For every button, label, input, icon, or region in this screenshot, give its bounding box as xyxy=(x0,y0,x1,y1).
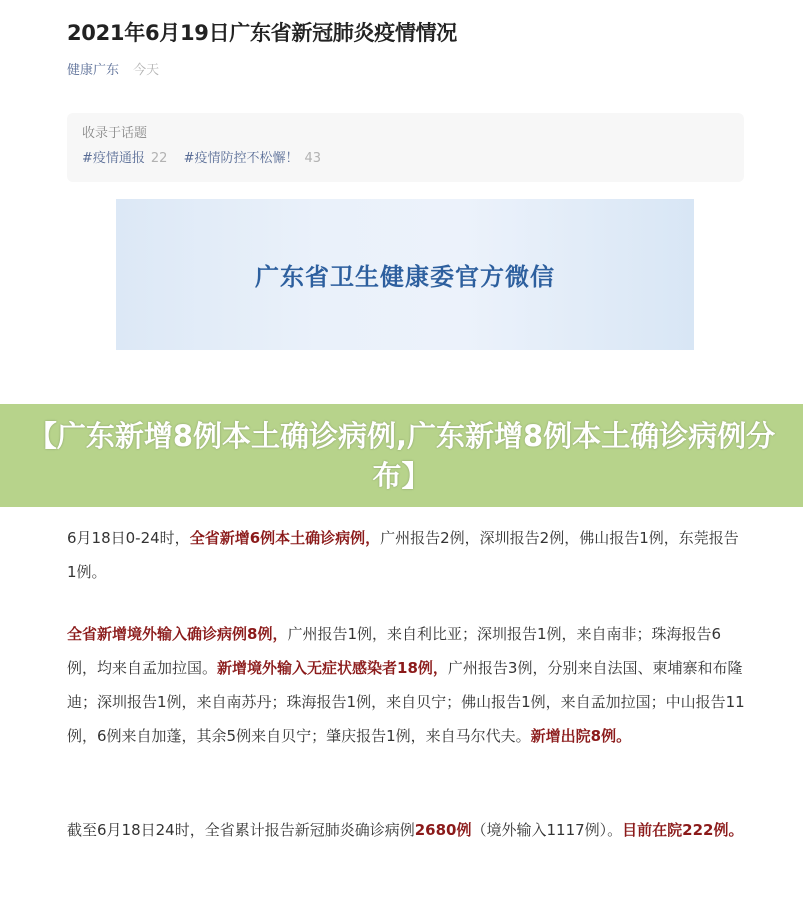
topic-tag-epidemic-report[interactable] xyxy=(82,151,167,166)
topic-tag-count: 43 xyxy=(304,151,322,166)
topic-card xyxy=(67,113,744,182)
headline-band xyxy=(0,404,803,507)
official-account-banner xyxy=(116,199,694,350)
author-link[interactable]: 健康广东 xyxy=(67,63,120,78)
topic-tag-prevention[interactable] xyxy=(184,151,321,166)
topic-label: 收录于话题 xyxy=(82,126,148,141)
publish-time: 今天 xyxy=(133,63,160,78)
topic-tag-count: 22 xyxy=(150,151,168,166)
p3-text: 截至6月18日24时，全省累计报告新冠肺炎确诊病例 xyxy=(67,821,415,839)
topic-tags xyxy=(82,149,729,169)
p2-text: 广州报告3例，分别来自法国、柬埔寨和布隆迪；深圳报告1例，来自南苏丹；珠海报告1例，来自贝宁；佛山报告1例，来自孟加拉国；中山报告11例，6例来自加蓬，其余5例来自贝宁；肇庆报告1例，来自马尔代夫。 xyxy=(67,659,745,745)
p1-text: 6月18日0-24时， xyxy=(67,529,190,547)
paragraph-local-cases xyxy=(67,521,747,589)
topic-tag-name: #疫情防控不松懈！ xyxy=(183,151,299,166)
p1-highlight: 全省新增6例本土确诊病例， xyxy=(189,529,381,547)
paragraph-cumulative xyxy=(67,813,747,847)
p3-highlight: 2680例 xyxy=(414,821,472,839)
headline-text: 【广东新增8例本土确诊病例,广东新增8例本土确诊病例分布】 xyxy=(27,418,776,493)
p3-highlight: 目前在院222例。 xyxy=(622,821,744,839)
p2-highlight: 全省新增境外输入确诊病例8例， xyxy=(67,625,288,643)
article-title: 2021年6月19日广东省新冠肺炎疫情情况 xyxy=(67,21,457,45)
banner-text: 广东省卫生健康委官方微信 xyxy=(255,263,555,291)
paragraph-imported-cases xyxy=(67,617,747,753)
topic-tag-name: #疫情通报 xyxy=(82,151,145,166)
p3-text: （境外输入1117例）。 xyxy=(471,821,623,839)
article-meta xyxy=(67,61,159,81)
p2-text: 广州报告1例，来自利比亚；深圳报告1例，来自南非；珠海报告6例，均来自孟加拉国。 xyxy=(67,625,722,677)
p2-highlight: 新增出院8例。 xyxy=(530,727,632,745)
p2-highlight: 新增境外输入无症状感染者18例， xyxy=(217,659,448,677)
p1-text: 广州报告2例，深圳报告2例，佛山报告1例，东莞报告1例。 xyxy=(67,529,739,581)
